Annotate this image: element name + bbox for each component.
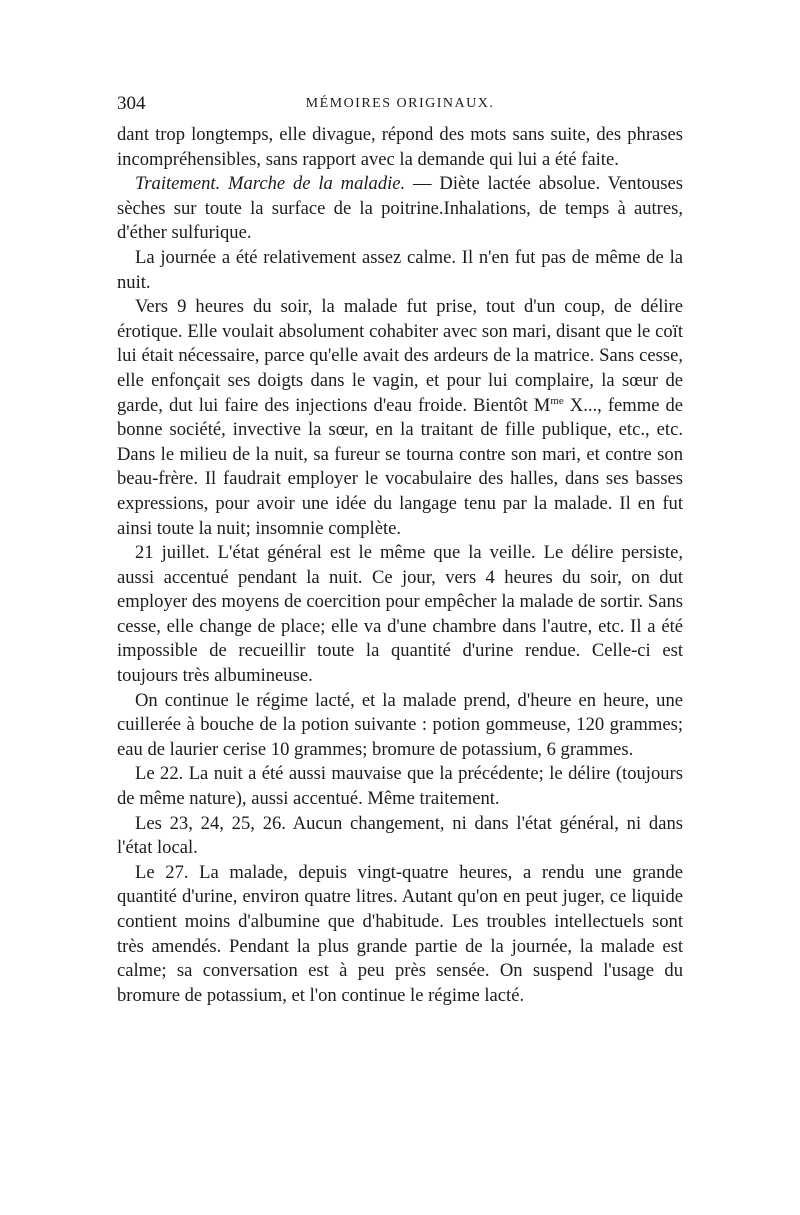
delirium-text-end: X..., femme de bonne société, invective la sœur, en la traitant de fille publique, etc., etc. Dans le milieu de la nuit, sa fureur se tourna contre son mari, et contre son beau-frère. Il faudrait employer le vocabulaire des halles, dans ses basses expressions, pour avoir une idée du langage tenu par la malade. Il en fut ainsi toute la nuit; insomnie complète. bbox=[117, 394, 684, 539]
paragraph-days-23-26: Les 23, 24, 25, 26. Aucun changement, ni dans l'état général, ni dans l'état local. bbox=[117, 812, 683, 859]
delirium-text-start: Vers 9 heures du soir, la malade fut prise, tout d'un coup, de délire érotique. Elle voulait absolument cohabiter avec son mari, disant que le coït lui était nécessaire, parce qu'elle avait des ardeurs de la matrice. Sans cesse, elle enfonçait ses doigts dans le vagin, et pour lui complaire, la sœur de garde, dut lui faire des injections d'eau froide. Bientôt M bbox=[117, 296, 683, 416]
book-page bbox=[117, 93, 683, 1008]
page-header bbox=[117, 93, 683, 123]
paragraph-potion: On continue le régime lacté, et la malade prend, d'heure en heure, une cuillerée à bouche de la potion suivante : potion gommeuse, 120 grammes; eau de laurier cerise 10 grammes; bromure de potassium, 6 grammes. bbox=[117, 689, 683, 760]
treatment-text: — Diète lactée absolue. Ventouses sèches sur toute la surface de la poitrine.Inhalations, de temps à autres, d'éther sulfurique. bbox=[117, 173, 684, 244]
paragraph-day-calm: La journée a été relativement assez calme. Il n'en fut pas de même de la nuit. bbox=[117, 246, 683, 293]
body-text bbox=[117, 123, 683, 1008]
paragraph-continuation: dant trop longtemps, elle divague, répond des mots sans suite, des phrases incompréhensibles, sans rapport avec la demande qui lui a été faite. bbox=[117, 124, 683, 170]
paragraph-july-21: 21 juillet. L'état général est le même que la veille. Le délire persiste, aussi accentué pendant la nuit. Ce jour, vers 4 heures du soir, on dut employer des moyens de coercition pour empêcher la malade de sortir. Sans cesse, elle change de place; elle va d'une chambre dans l'autre, etc. Il a été impossible de recueillir toute la quantité d'urine rendue. Celle-ci est toujours très albumineuse. bbox=[117, 542, 683, 687]
treatment-heading: Traitement. Marche de la maladie. bbox=[135, 173, 406, 195]
running-head: MÉMOIRES ORIGINAUX. bbox=[305, 96, 495, 111]
paragraph-treatment bbox=[117, 172, 683, 246]
title-abbreviation: me bbox=[550, 394, 564, 407]
paragraph-day-27: Le 27. La malade, depuis vingt-quatre heures, a rendu une grande quantité d'urine, environ quatre litres. Autant qu'on en peut juger, ce liquide contient moins d'albumine que d'habitude. Les troubles intellectuels sont très amendés. Pendant la plus grande partie de la journée, la malade est calme; sa conversation est à peu près sensée. On suspend l'usage du bromure de potassium, et l'on continue le régime lacté. bbox=[117, 861, 683, 1006]
paragraph-day-22: Le 22. La nuit a été aussi mauvaise que la précédente; le délire (toujours de même nature), aussi accentué. Même traitement. bbox=[117, 763, 683, 810]
page-number: 304 bbox=[117, 93, 146, 114]
paragraph-night-delirium bbox=[117, 295, 683, 541]
